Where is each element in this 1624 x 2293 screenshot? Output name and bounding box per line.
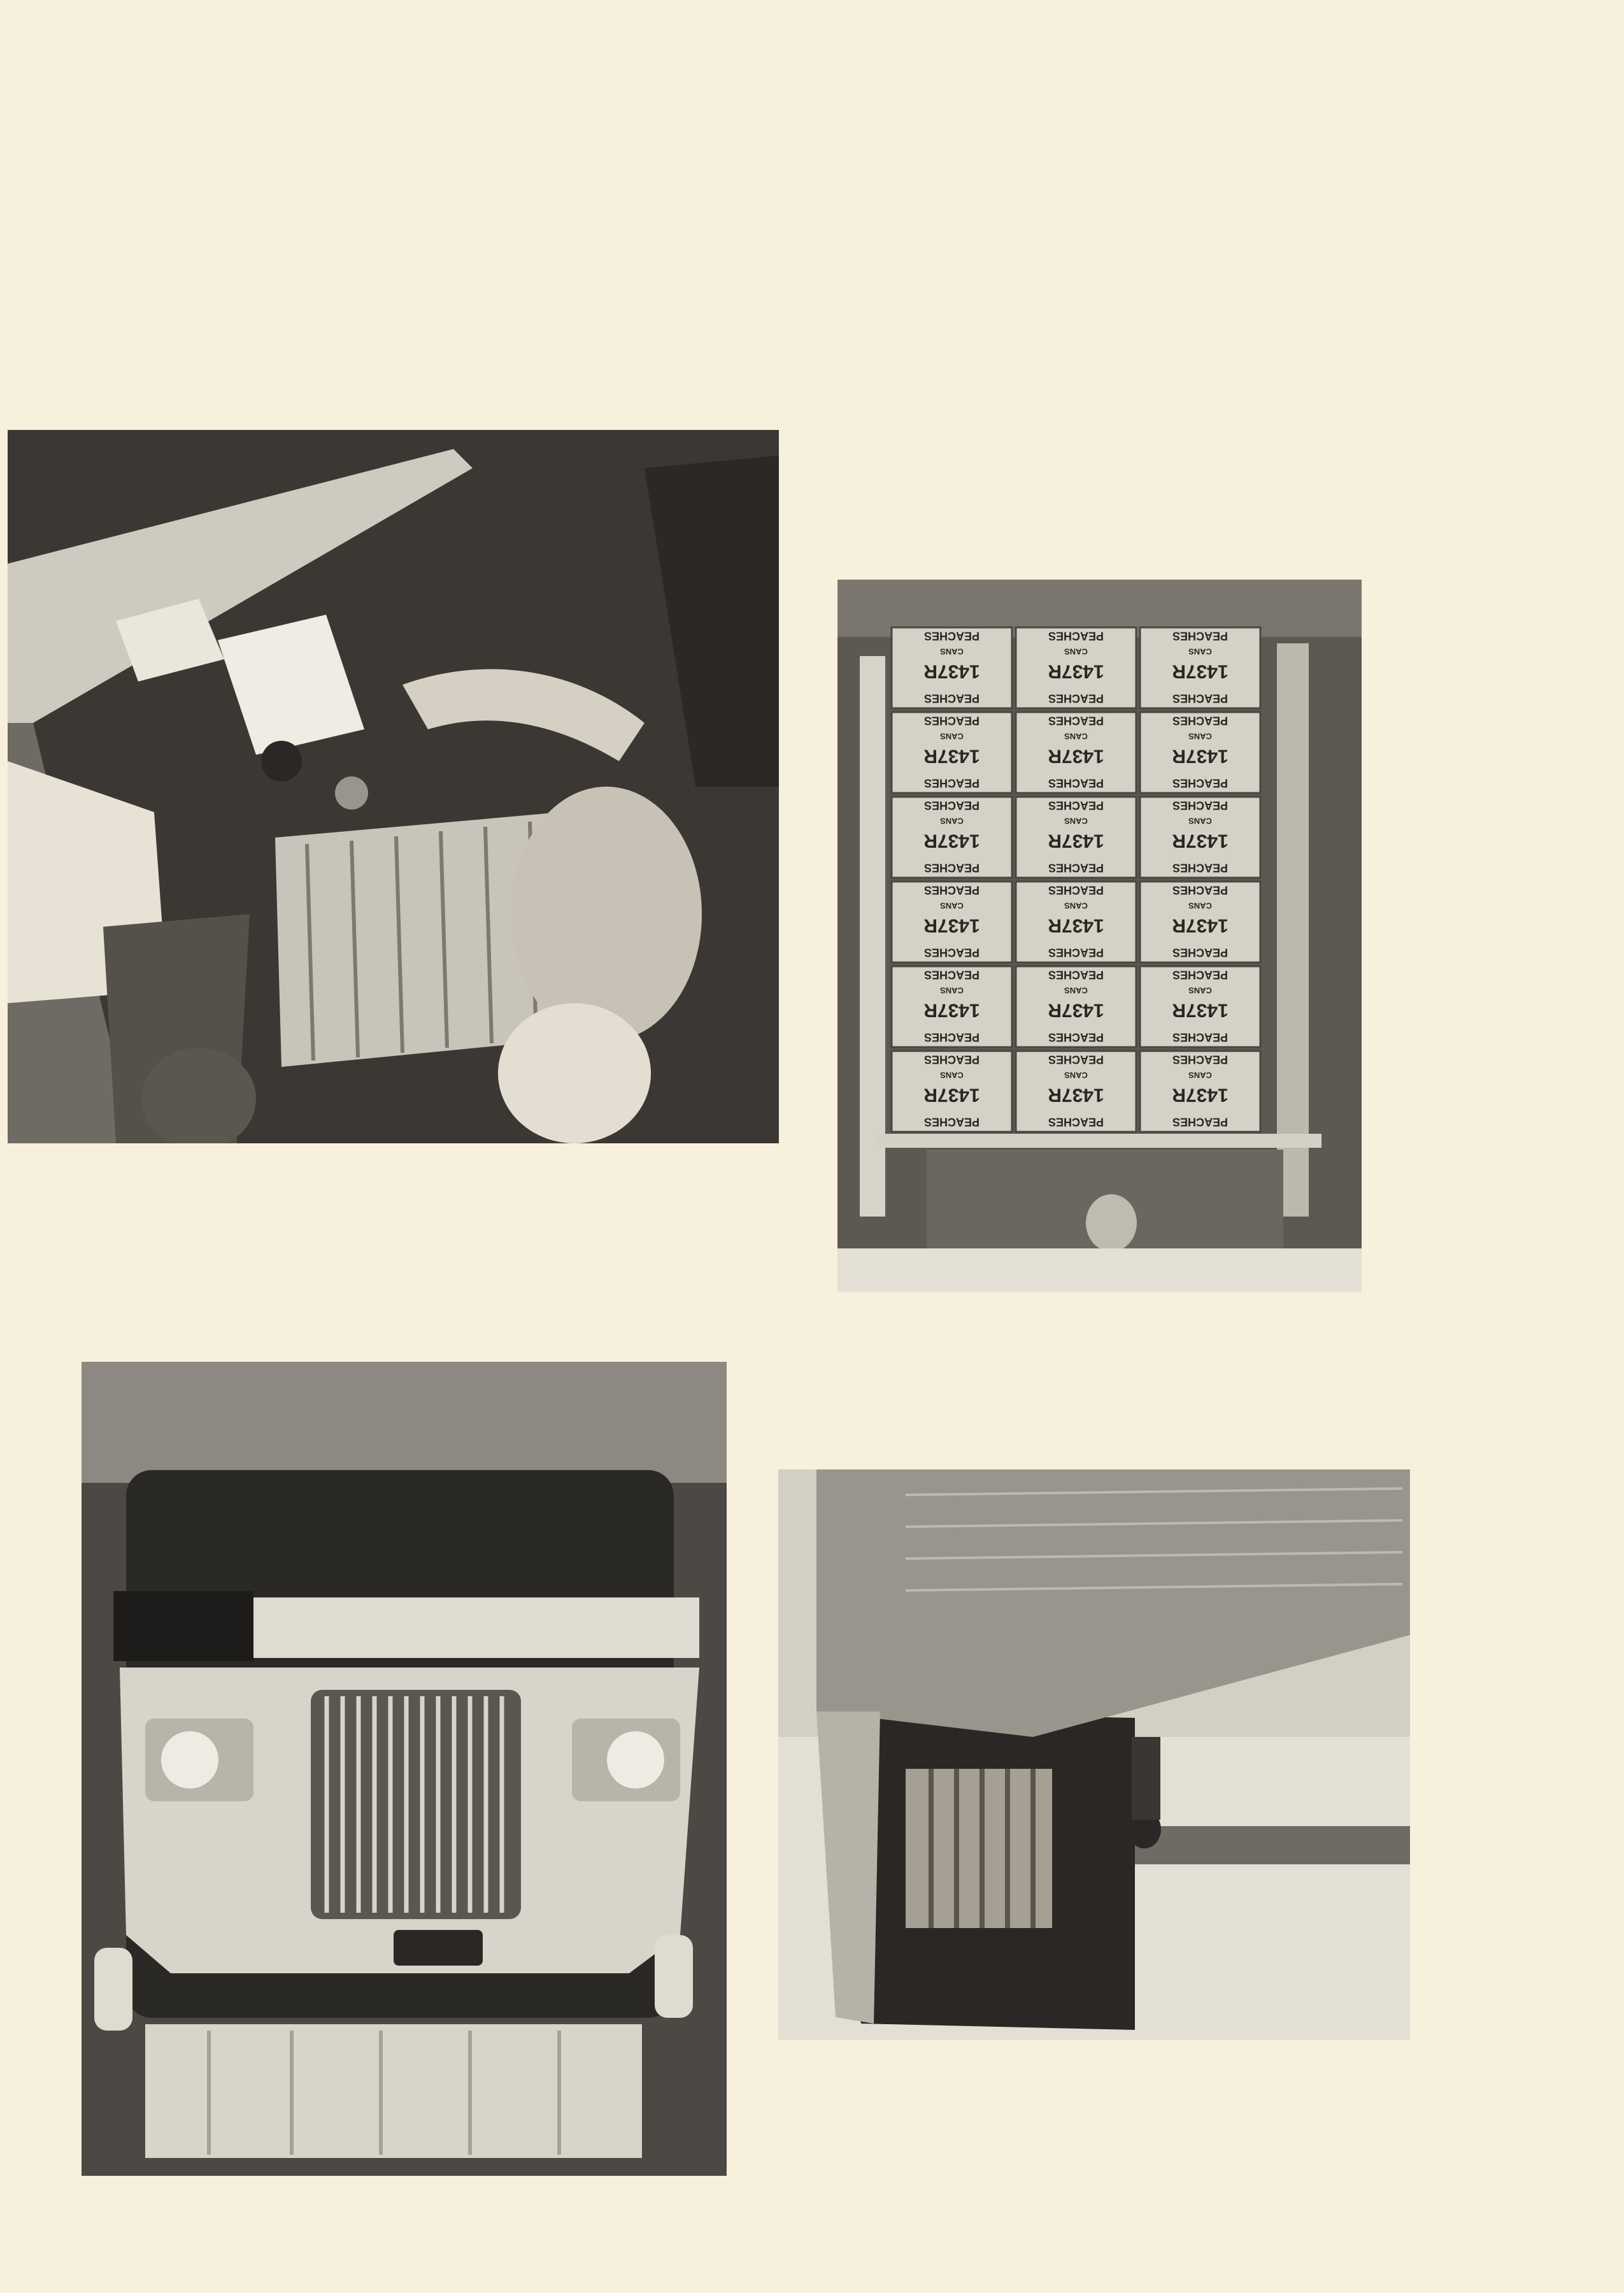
carton-product-label: PEACHES: [923, 799, 980, 812]
carton-product-label: PEACHES: [1048, 883, 1104, 897]
carton-size-label: CANS: [1064, 985, 1088, 996]
photo-office: [8, 430, 779, 1143]
carton-product-label: PEACHES: [1172, 968, 1229, 982]
carton-product-label: PEACHES: [1172, 1031, 1229, 1044]
truck-scene: [82, 1362, 727, 2176]
carton-size-label: CANS: [1064, 731, 1088, 741]
carton-code-label: 1437R: [1048, 830, 1104, 852]
carton-product-label: PEACHES: [1048, 946, 1104, 959]
carton-product-label: PEACHES: [1048, 968, 1104, 982]
carton-code-label: 1437R: [1172, 999, 1229, 1021]
carton-product-label: PEACHES: [1172, 946, 1229, 959]
carton-product-label: PEACHES: [923, 714, 980, 727]
carton-code-label: 1437R: [1172, 745, 1229, 767]
carton-code-label: 1437R: [923, 1084, 980, 1106]
carton-product-label: PEACHES: [1172, 692, 1229, 705]
carton-size-label: CANS: [940, 646, 964, 657]
carton-size-label: CANS: [1188, 816, 1212, 826]
carton-product-label: PEACHES: [923, 861, 980, 875]
carton: [1140, 1051, 1260, 1132]
carton-product-label: PEACHES: [923, 1115, 980, 1129]
carton-code-label: 1437R: [1048, 661, 1104, 682]
photo-trailer: [778, 1469, 1410, 2040]
carton-product-label: PEACHES: [1172, 883, 1229, 897]
wooden-crate: [906, 1769, 1052, 1928]
carton-code-label: 1437R: [1048, 915, 1104, 936]
carton-product-label: PEACHES: [1172, 629, 1229, 643]
carton: [892, 627, 1012, 708]
carton-product-label: PEACHES: [923, 776, 980, 790]
carton-product-label: PEACHES: [923, 883, 980, 897]
carton-size-label: CANS: [1188, 985, 1212, 996]
carton-product-label: PEACHES: [923, 946, 980, 959]
carton-size-label: CANS: [1188, 646, 1212, 657]
carton-size-label: CANS: [1188, 901, 1212, 911]
carton-product-label: PEACHES: [1172, 1115, 1229, 1129]
carton-code-label: 1437R: [923, 661, 980, 682]
carton-code-label: 1437R: [923, 745, 980, 767]
carton: [1016, 1051, 1136, 1132]
carton-code-label: 1437R: [923, 830, 980, 852]
carton-code-label: 1437R: [1172, 830, 1229, 852]
photo-pallet: [837, 580, 1362, 1292]
carton: [1140, 882, 1260, 962]
carton-product-label: PEACHES: [1048, 861, 1104, 875]
office-scene: [8, 430, 779, 1143]
carton-product-label: PEACHES: [923, 629, 980, 643]
carton-code-label: 1437R: [1172, 915, 1229, 936]
carton: [1140, 712, 1260, 793]
carton: [892, 882, 1012, 962]
carton: [892, 797, 1012, 878]
carton-size-label: CANS: [1188, 1070, 1212, 1080]
carton-product-label: PEACHES: [1048, 692, 1104, 705]
carton-product-label: PEACHES: [1172, 799, 1229, 812]
carton-product-label: PEACHES: [1048, 776, 1104, 790]
carton-code-label: 1437R: [1172, 1084, 1229, 1106]
carton-product-label: PEACHES: [1172, 861, 1229, 875]
carton-code-label: 1437R: [1048, 999, 1104, 1021]
pallet-scene: [837, 580, 1362, 1292]
mack-badge: [394, 1930, 483, 1966]
carton: [1016, 712, 1136, 793]
carton: [1140, 627, 1260, 708]
carton-product-label: PEACHES: [923, 692, 980, 705]
carton-code-label: 1437R: [1048, 745, 1104, 767]
carton-product-label: PEACHES: [1048, 1053, 1104, 1066]
carton-size-label: CANS: [940, 985, 964, 996]
carton-product-label: PEACHES: [923, 1053, 980, 1066]
carton-product-label: PEACHES: [1048, 1115, 1104, 1129]
carton: [892, 712, 1012, 793]
carton-product-label: PEACHES: [923, 1031, 980, 1044]
carton-code-label: 1437R: [1172, 661, 1229, 682]
carton-size-label: CANS: [1188, 731, 1212, 741]
carton-size-label: CANS: [1064, 901, 1088, 911]
carton-product-label: PEACHES: [1048, 714, 1104, 727]
carton: [1016, 966, 1136, 1047]
carton-product-label: PEACHES: [1172, 714, 1229, 727]
trailer-scene: [778, 1469, 1410, 2040]
carton-product-label: PEACHES: [1048, 799, 1104, 812]
carton-size-label: CANS: [940, 901, 964, 911]
photo-truck: [82, 1362, 727, 2176]
carton: [1016, 797, 1136, 878]
carton: [892, 966, 1012, 1047]
carton-size-label: CANS: [940, 731, 964, 741]
carton-size-label: CANS: [940, 816, 964, 826]
carton-size-label: CANS: [1064, 816, 1088, 826]
carton: [1016, 627, 1136, 708]
carton-size-label: CANS: [1064, 1070, 1088, 1080]
carton: [1140, 966, 1260, 1047]
carton-size-label: CANS: [1064, 646, 1088, 657]
carton: [1016, 882, 1136, 962]
carton: [1140, 797, 1260, 878]
carton-product-label: PEACHES: [1048, 1031, 1104, 1044]
carton-product-label: PEACHES: [1172, 1053, 1229, 1066]
carton-size-label: CANS: [940, 1070, 964, 1080]
carton-code-label: 1437R: [923, 915, 980, 936]
carton-product-label: PEACHES: [923, 968, 980, 982]
worker-figure: [1128, 1737, 1161, 1848]
carton-code-label: 1437R: [923, 999, 980, 1021]
mack-badge-text: Mack: [406, 1933, 471, 1961]
carton-product-label: PEACHES: [1172, 776, 1229, 790]
carton-product-label: PEACHES: [1048, 629, 1104, 643]
carton: [892, 1051, 1012, 1132]
carton-code-label: 1437R: [1048, 1084, 1104, 1106]
